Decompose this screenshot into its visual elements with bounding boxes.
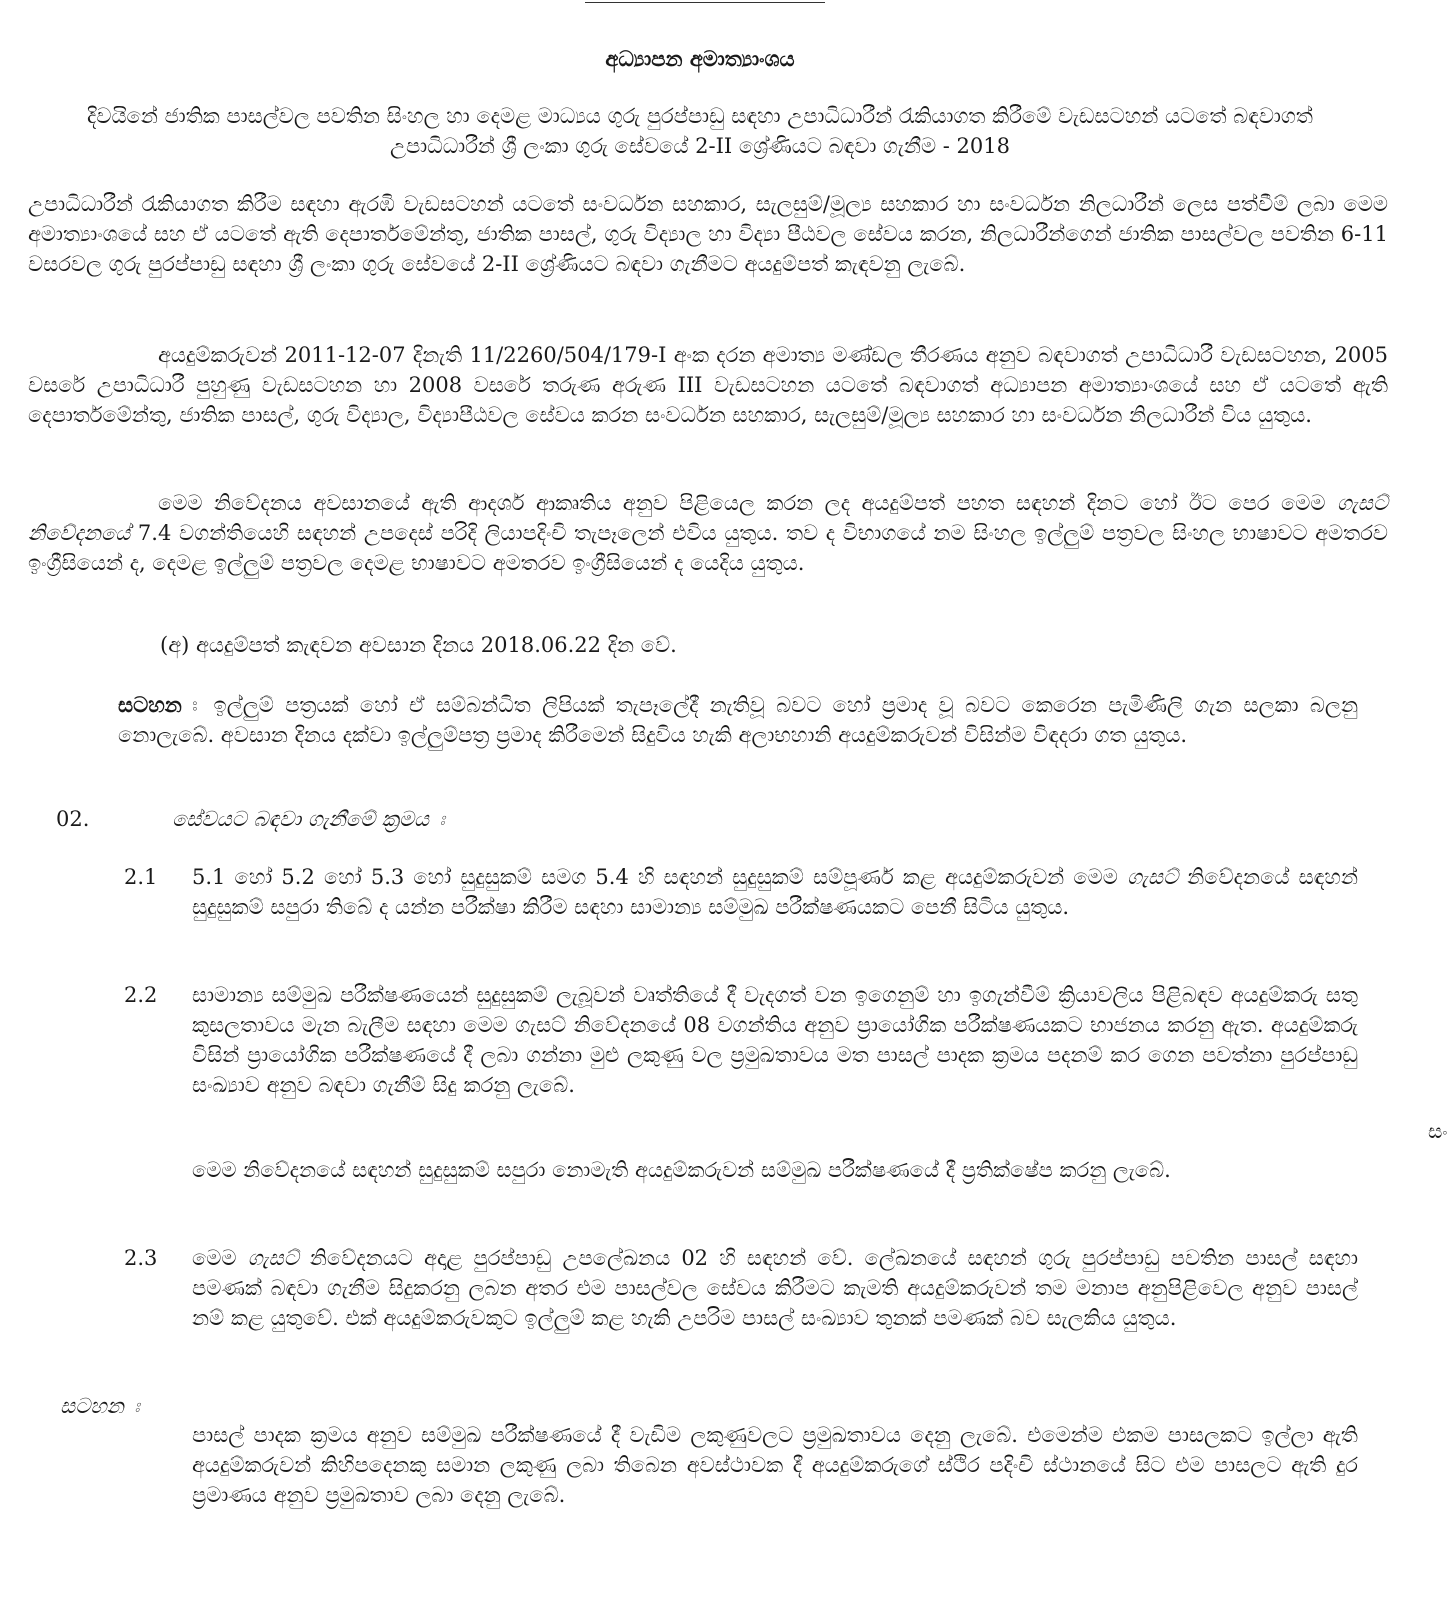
item-2-1-text-a: 5.1 හෝ 5.2 හෝ 5.3 හෝ සුදුසුකම් සමග 5.4 හි සඳහන් සුදුසුකම් සම්පූර්ණ කළ අයදුම්කරුවන් මෙම xyxy=(192,865,1128,889)
ministry-title: අධ්‍යාපන අමාත්‍යාංශය xyxy=(605,46,795,71)
gazette-notice-italic: ගැසට් නිවේදනයේ xyxy=(28,491,1388,545)
section-number: 02. xyxy=(56,807,90,831)
item-2-1-text xyxy=(192,862,1358,922)
item-2-1-text-b: නිවේදනයේ සඳහන් සුදුසුකම් සපුරා තිබේ ද යන්න පරීක්ෂා කිරීම සඳහා සාමාන්‍ය සම්මුඛ පරීක්ෂණයකට පෙනී සිටිය යුතුය. xyxy=(192,865,1358,919)
note-text: ඃ ඉල්ලුම් පත්‍රයක් හෝ ඒ සම්බන්ධිත ලිපියක් තැපෑලේදී නැතිවූ බවට හෝ ප්‍රමාද වූ බවට කෙරෙන පැමිණිලි ගැන සලකා බලනු නොලැබේ. අවසාන දිනය දක්වා ඉල්ලුම්පත්‍ර ප්‍රමාද කිරීමෙන් සිදුවිය හැකි අලාභහානි අයදුම්කරුවන් විසින්ම විඳදරා ගත යුතුය. xyxy=(118,693,1358,747)
section-title: සේවයට බඳවා ගැනීමේ ක්‍රමය ඃ xyxy=(172,807,445,831)
item-2-3-text xyxy=(192,1243,1358,1333)
item-2-2-text: සාමාන්‍ය සම්මුඛ පරීක්ෂණයෙන් සුදුසුකම් ලැබූවන් වෘත්තියේ දී වැදගත් වන ඉගෙනුම් හා ඉගැන්වීම් ක්‍රියාවලිය පිළිබඳව අයදුම්කරු සතු කුසලතාවය මැන බැලීම සඳහා මෙම ගැසට් නිවේදනයේ 08 වගන්තිය අනුව ප්‍රායෝගික පරීක්ෂණයකට භාජනය කරනු ඇත. අයදුම්කරු විසින් ප්‍රායෝගික පරීක්ෂණයේ දී ලබා ගන්නා මුළු ලකුණු වල ප්‍රමුඛතාවය මත පාසල් පාදක ක්‍රමය පදනම් කර ගෙන පවත්නා පුරප්පාඩු සංඛ්‍යාව අනුව බඳවා ගැනීම් සිදු කරනු ලැබේ. xyxy=(192,983,1358,1097)
top-divider xyxy=(585,2,825,3)
margin-fragment: සං xyxy=(1428,1119,1448,1143)
item-number-2-2: 2.2 xyxy=(124,983,158,1007)
item-number-2-3: 2.3 xyxy=(124,1246,158,1270)
document-heading: දිවයිනේ ජාතික පාසල්වල පවතින සිංහල හා දෙමළ මාධ්‍යය ගුරු පුරප්පාඩු සඳහා උපාධිධාරීන් රැකියාගත කිරීමේ වැඩසටහන් යටතේ බඳවාගත් උපාධිධාරීන් ශ්‍රී ලංකා ගුරු සේවයේ 2-II ශ්‍රේණියට බඳවා ගැනීම - 2018 xyxy=(87,104,1313,158)
paragraph-intro: උපාධිධාරීන් රැකියාගත කිරීම සඳහා ඇරඹි වැඩසටහන් යටතේ සංවර්ධන සහකාර, සැලසුම්/මූල්‍ය සහකාර හා සංවර්ධන නිලධාරීන් ලෙස පත්වීම් ලබා මෙම අමාත්‍යාංශයේ සහ ඒ යටතේ ඇති දෙපාර්තමේන්තු, ජාතික පාසල්, ගුරු විද්‍යාල හා විද්‍යා පීඨවල සේවය කරන, නිලධාරීන්ගෙන් ජාතික පාසල්වල පවතින 6-11 වසරවල ගුරු පුරප්පාඩු සඳහා ශ්‍රී ලංකා ගුරු සේවයේ 2-II ශ්‍රේණියට බඳවා ගැනීමට අයදුම්පත් කැඳවනු ලැබේ. xyxy=(28,192,1388,276)
paragraph-eligibility: අයදුම්කරුවන් 2011-12-07 දිනැති 11/2260/504/179-I අංක දරන අමාත්‍ය මණ්ඩල තීරණය අනුව බඳවාගත් උපාධිධාරී වැඩසටහන, 2005 වසරේ උපාධිධාරී පුහුණු වැඩසටහන හා 2008 වසරේ තරුණ අරුණ III වැඩසටහන යටතේ බඳවාගත් අධ්‍යාපන අමාත්‍යාංශයේ සහ ඒ යටතේ ඇති දෙපාර්තමේන්තු, ජාතික පාසල්, ගුරු විද්‍යාල, විද්‍යාපීඨවල සේවය කරන සංවර්ධන සහකාර, සැලසුම්/මූල්‍ය සහකාර හා සංවර්ධන නිලධාරීන් විය යුතුය. xyxy=(28,343,1388,427)
item-number-2-1: 2.1 xyxy=(124,865,158,889)
note-2-label: සටහන ඃ xyxy=(60,1394,140,1418)
paragraph-application-text-a: මෙම නිවේදනය අවසානයේ ඇති ආදර්ශ ආකෘතිය අනුව පිළියෙල කරන ලද අයදුම්පත් පහත සඳහන් දිනට හෝ ඊට පෙර මෙම xyxy=(158,491,1337,515)
item-2-3-text-b: නිවේදනයට අදාළ පුරප්පාඩු උපලේඛනය 02 හි සඳහන් වේ. ලේඛනයේ සඳහන් ගුරු පුරප්පාඩු පවතින පාසල් සඳහා පමණක් බඳවා ගැනීම සිදුකරනු ලබන අතර එම පාසල්වල සේවය කිරීමට කැමති අයදුම්කරුවන් තම මනාප අනුපිළිවෙල අනුව පාසල් නම් කළ යුතුවේ. එක් අයදුම්කරුවකුට ඉල්ලුම් කළ හැකි උපරිම පාසල් සංඛ්‍යාව තුනක් පමණක් බව සැලකිය යුතුය. xyxy=(192,1246,1358,1330)
item-2-2-text-2: මෙම නිවේදනයේ සඳහන් සුදුසුකම් සපුරා නොමැති අයදුම්කරුවන් සම්මුඛ පරීක්ෂණයේ දී ප්‍රතික්ෂේප කරනු ලැබේ. xyxy=(192,1158,1171,1182)
closing-date: (අ) අයදුම්පත් කැඳවන අවසාන දිනය 2018.06.22 දින වේ. xyxy=(160,633,677,657)
paragraph-application-text-b: 7.4 වගන්තියෙහි සඳහන් උපදෙස් පරිදි ලියාපදිංචි තැපෑලෙන් එවිය යුතුය. තව ද විභාගයේ නම සිංහල ඉල්ලුම් පත්‍රවල සිංහල භාෂාවට අමතරව ඉංග්‍රීසියෙන් ද, දෙමළ ඉල්ලුම් පත්‍රවල දෙමළ භාෂාවට අමතරව ඉංග්‍රීසියෙන් ද යෙදිය යුතුය. xyxy=(28,521,1388,575)
note-label: සටහන xyxy=(118,692,182,717)
paragraph-application xyxy=(28,488,1388,578)
item-2-3-gazette-italic: ගැසට් xyxy=(247,1246,299,1270)
item-2-3-text-a: මෙම xyxy=(192,1246,248,1270)
note-lost-applications xyxy=(118,690,1358,750)
note-2-text: පාසල් පාදක ක්‍රමය අනුව සම්මුඛ පරීක්ෂණයේ දී වැඩිම ලකුණුවලට ප්‍රමුඛතාවය දෙනු ලැබේ. එමෙන්ම එකම පාසලකට ඉල්ලා ඇති අයදුම්කරුවන් කිහිපදෙනකු සමාන ලකුණු ලබා තිබෙන අවස්ථාවක දී අයදුම්කරුගේ ස්ථිර පදිංචි ස්ථානයේ සිට එම පාසලට ඇති දුර ප්‍රමාණය අනුව ප්‍රමුඛතාව ලබා දෙනු ලැබේ. xyxy=(192,1423,1358,1507)
item-2-1-gazette-italic: ගැසට් xyxy=(1127,865,1179,889)
